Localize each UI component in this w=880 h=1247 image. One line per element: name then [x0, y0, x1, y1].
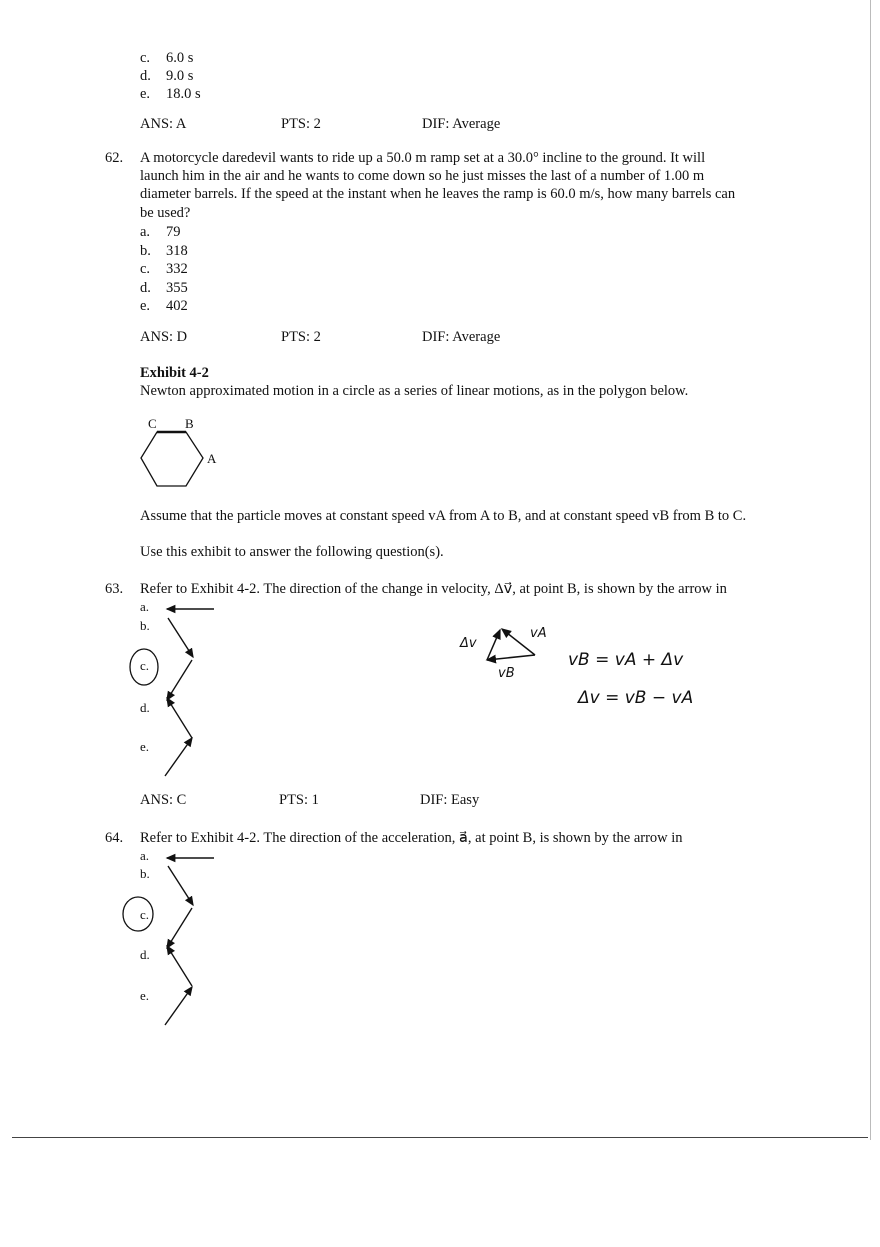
handwritten-vb: vB — [498, 666, 515, 681]
difficulty: DIF: Easy — [420, 792, 480, 808]
arrow-c — [167, 660, 192, 700]
question-number: 64. — [105, 830, 124, 846]
option-d: d. — [140, 947, 150, 962]
question-number: 62. — [105, 150, 124, 166]
circled-answer-c — [123, 897, 153, 931]
option-b: b. — [140, 866, 150, 881]
option-c: c. — [140, 658, 150, 673]
page-bottom-rule — [12, 1137, 868, 1138]
difficulty: DIF: Average — [422, 329, 501, 345]
points: PTS: 2 — [281, 116, 321, 132]
points: PTS: 1 — [279, 792, 319, 808]
label-a: A — [207, 451, 217, 466]
exhibit-use: Use this exhibit to answer the following question(s). — [140, 544, 444, 560]
option-e: e. — [140, 988, 150, 1003]
option: c. 332 — [140, 261, 188, 277]
answer: ANS: D — [140, 329, 188, 345]
option-c: c. — [140, 907, 150, 922]
points: PTS: 2 — [281, 329, 321, 345]
hexagon-figure — [141, 432, 203, 486]
question-text: Refer to Exhibit 4-2. The direction of the change in velocity, Δv⃗, at point B, is shown by the arrow in — [140, 581, 727, 597]
option: b. 318 — [140, 243, 188, 259]
option: c. 6.0 s — [140, 50, 194, 66]
arrow-e — [165, 987, 192, 1025]
label-b: B — [185, 416, 194, 431]
option-b: b. — [140, 618, 150, 633]
arrow-d — [167, 698, 192, 738]
option-e: e. — [140, 739, 150, 754]
exhibit-intro: Newton approximated motion in a circle as a series of linear motions, as in the polygon below. — [140, 383, 689, 399]
option: e. 402 — [140, 298, 188, 314]
question-number: 63. — [105, 581, 124, 597]
arrows-q64 — [165, 858, 214, 1025]
arrow-e — [165, 738, 192, 776]
question-text: Refer to Exhibit 4-2. The direction of the acceleration, a⃗, at point B, is shown by the arrow in — [140, 830, 683, 846]
difficulty: DIF: Average — [422, 116, 501, 132]
handwritten-equation-2: Δv = vB − vA — [578, 688, 694, 708]
option: d. 9.0 s — [140, 68, 194, 84]
arrow-d — [167, 946, 192, 986]
question-text: diameter barrels. If the speed at the instant when he leaves the ramp is 60.0 m/s, how many barrels can — [140, 186, 736, 202]
label-c: C — [148, 416, 157, 431]
answer: ANS: C — [140, 792, 187, 808]
arrow-c — [167, 908, 192, 948]
option: d. 355 — [140, 280, 188, 296]
option: a. 79 — [140, 224, 181, 240]
option-a: a. — [140, 599, 150, 614]
handwritten-vector-triangle — [487, 629, 535, 660]
question-text: be used? — [140, 205, 191, 221]
question-text: launch him in the air and he wants to come down so he just misses the last of a number of 1.00 m — [140, 168, 705, 184]
arrow-b — [168, 618, 193, 657]
arrows-q63 — [165, 609, 214, 776]
handwritten-va: vA — [530, 626, 547, 641]
answer: ANS: A — [140, 116, 187, 132]
option-a: a. — [140, 848, 150, 863]
circled-answer-c — [130, 649, 158, 685]
handwritten-equation-1: vB = vA + Δv — [568, 650, 684, 670]
option: e. 18.0 s — [140, 86, 201, 102]
arrow-b — [168, 866, 193, 905]
option-d: d. — [140, 700, 150, 715]
question-text: A motorcycle daredevil wants to ride up a 50.0 m ramp set at a 30.0° incline to the ground. It will — [140, 150, 706, 166]
exhibit-title: Exhibit 4-2 — [140, 365, 209, 381]
handwritten-dv: Δv — [460, 636, 477, 651]
exhibit-assume: Assume that the particle moves at constant speed vA from A to B, and at constant speed vB from B to C. — [140, 508, 747, 524]
